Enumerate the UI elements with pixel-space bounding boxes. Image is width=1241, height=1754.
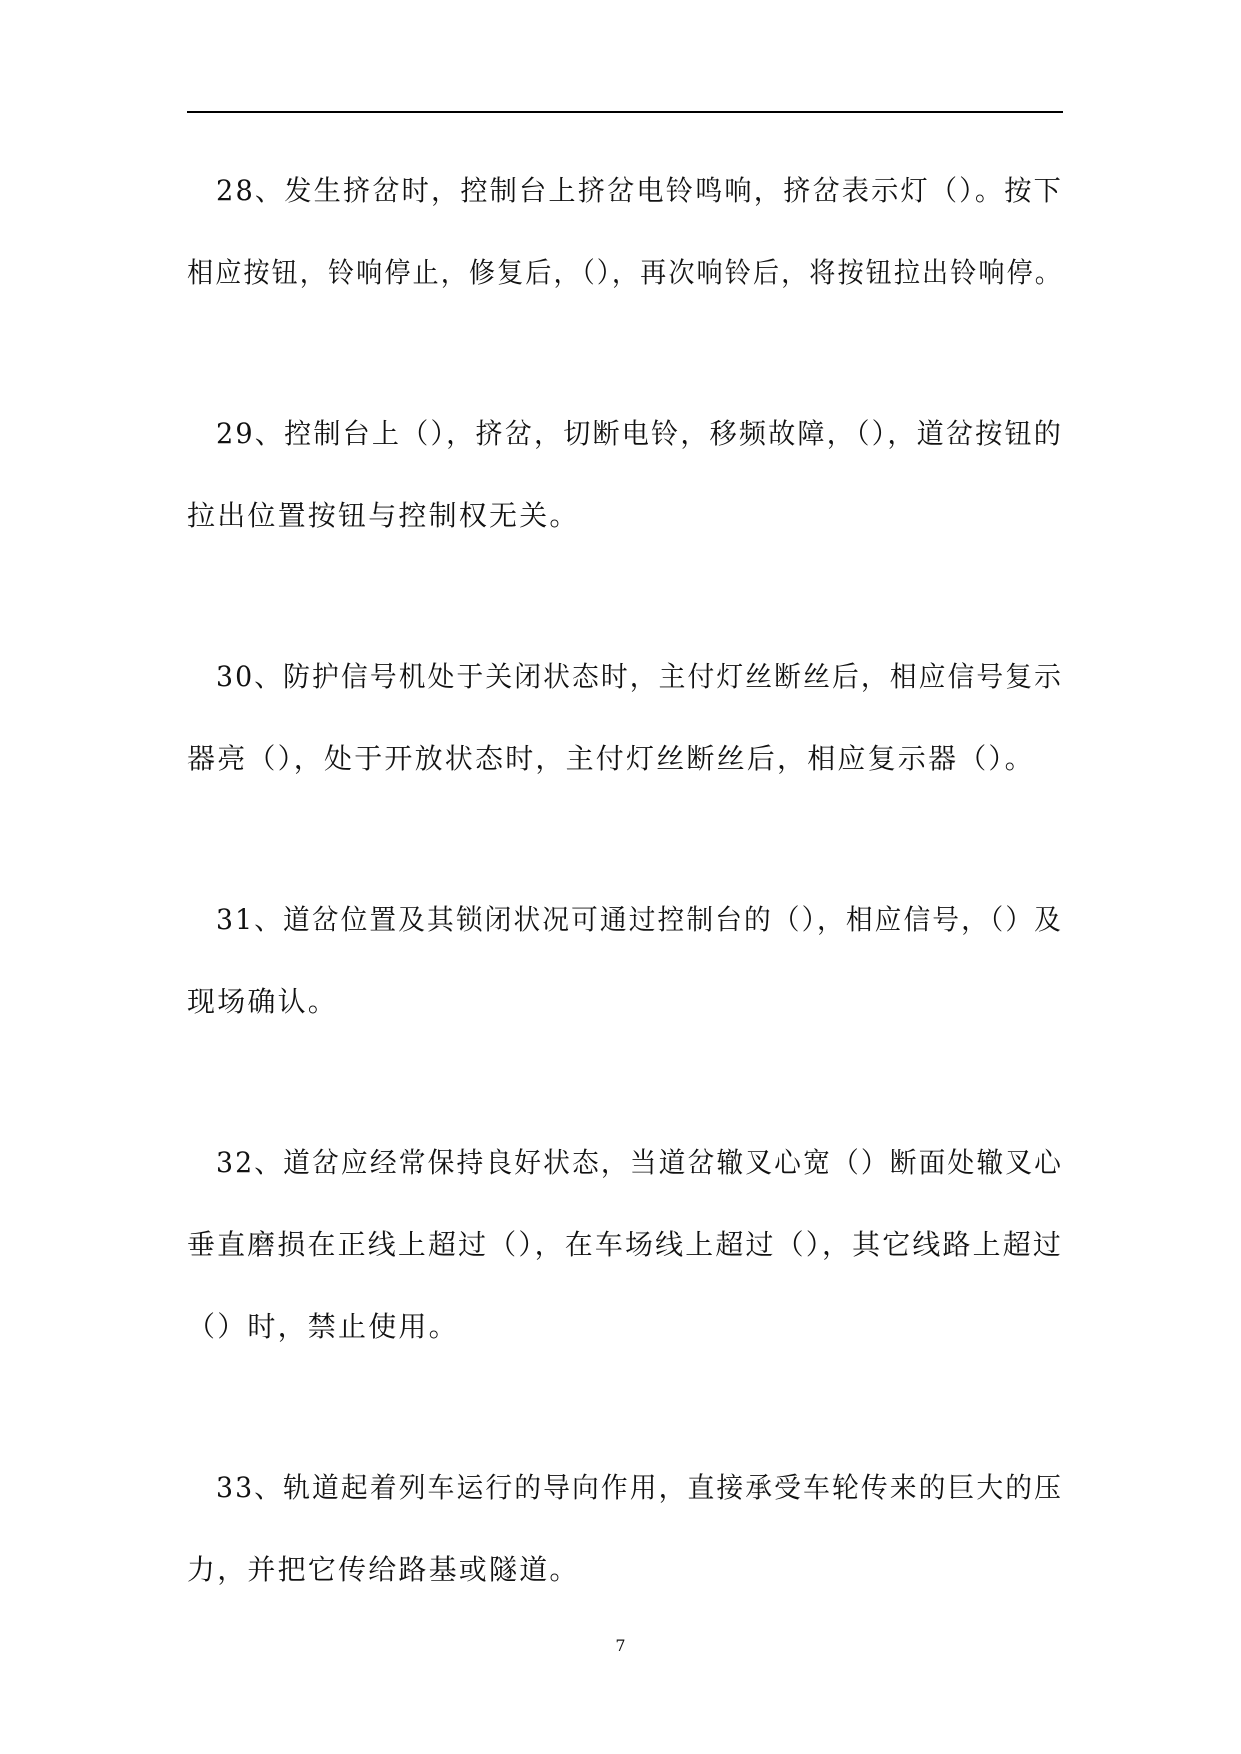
question-line: 28、发生挤岔时，控制台上挤岔电铃鸣响，挤岔表示灯（）。按下: [216, 174, 1063, 207]
question-line: 垂直磨损在正线上超过（），在车场线上超过（），其它线路上超过: [187, 1228, 1063, 1261]
question-line: 32、道岔应经常保持良好状态，当道岔辙叉心宽（）断面处辙叉心: [216, 1146, 1064, 1179]
question-line: 29、控制台上（），挤岔，切断电铃，移频故障，（），道岔按钮的: [216, 417, 1064, 450]
question-line: 30、防护信号机处于关闭状态时，主付灯丝断丝后，相应信号复示: [216, 660, 1064, 693]
page-number: 7: [615, 1636, 626, 1655]
question-line: 现场确认。: [187, 985, 339, 1018]
question-line: 33、轨道起着列车运行的导向作用，直接承受车轮传来的巨大的压: [216, 1471, 1064, 1504]
question-line: 相应按钮，铃响停止，修复后，（），再次响铃后，将按钮拉出铃响停。: [187, 256, 1064, 289]
question-line: 31、道岔位置及其锁闭状况可通过控制台的（），相应信号，（）及: [216, 903, 1064, 936]
question-line: 力，并把它传给路基或隧道。: [187, 1553, 580, 1586]
question-line: 拉出位置按钮与控制权无关。: [187, 499, 580, 532]
header-rule: [187, 111, 1063, 113]
question-line: 器亮（），处于开放状态时，主付灯丝断丝后，相应复示器（）。: [187, 742, 1035, 775]
question-line: （）时，禁止使用。: [187, 1310, 459, 1343]
